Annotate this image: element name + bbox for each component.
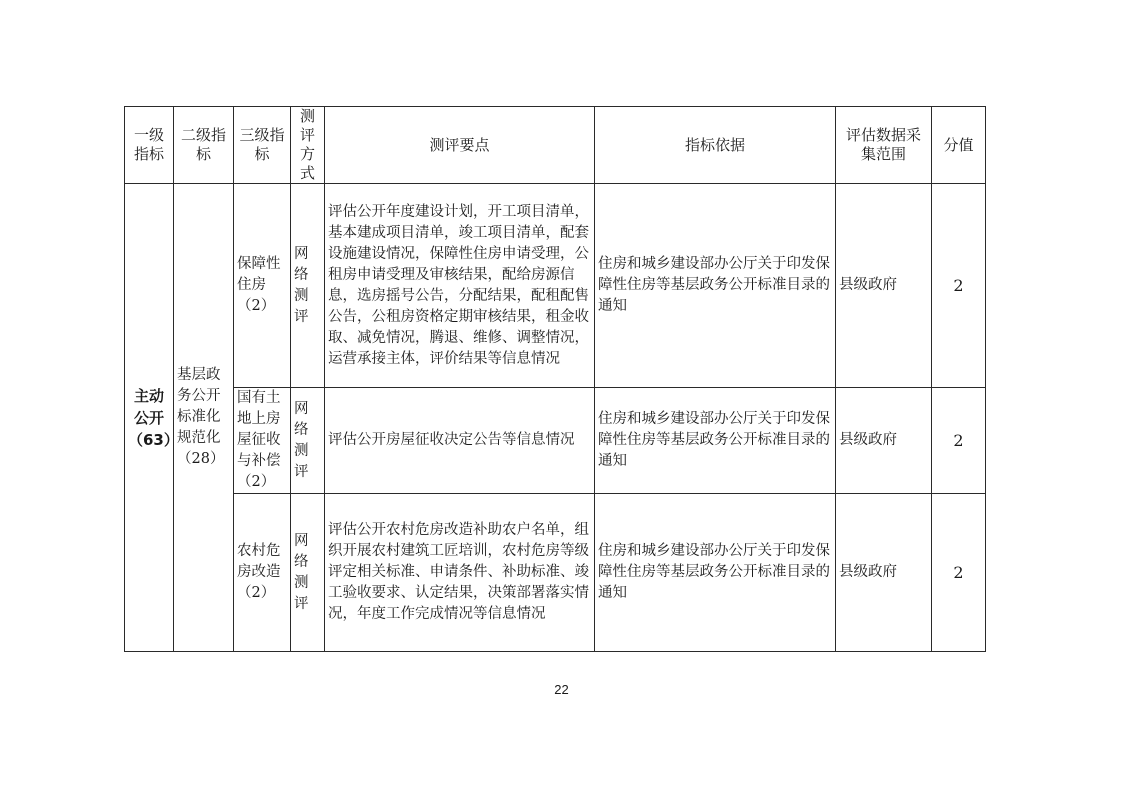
score-cell: 2 xyxy=(932,388,986,494)
header-level2: 二级指标 xyxy=(174,107,234,184)
score-cell: 2 xyxy=(932,494,986,652)
page-number: 22 xyxy=(554,682,569,697)
points-cell: 评估公开年度建设计划，开工项目清单，基本建成项目清单，竣工项目清单，配套设施建设情况，保障性住房申请受理，公租房申请受理及审核结果，配给房源信息，选房摇号公告，分配结果，配租配售公告，公租房资格定期审核结果，租金收取、减免情况，腾退、维修、调整情况，运营承接主体，评价结果等信息情况 xyxy=(325,184,595,388)
points-cell: 评估公开房屋征收决定公告等信息情况 xyxy=(325,388,595,494)
scope-cell: 县级政府 xyxy=(836,388,932,494)
level3-cell: 农村危房改造（2） xyxy=(234,494,291,652)
header-method: 测评方式 xyxy=(291,107,325,184)
basis-cell: 住房和城乡建设部办公厅关于印发保障性住房等基层政务公开标准目录的通知 xyxy=(595,494,836,652)
basis-cell: 住房和城乡建设部办公厅关于印发保障性住房等基层政务公开标准目录的通知 xyxy=(595,184,836,388)
table-row xyxy=(125,184,986,388)
level3-cell: 保障性住房（2） xyxy=(234,184,291,388)
scope-cell: 县级政府 xyxy=(836,184,932,388)
table-row xyxy=(125,494,986,652)
table-header-row xyxy=(125,107,986,184)
indicator-table xyxy=(124,106,986,652)
header-level3: 三级指标 xyxy=(234,107,291,184)
header-score: 分值 xyxy=(932,107,986,184)
points-cell: 评估公开农村危房改造补助农户名单，组织开展农村建筑工匠培训，农村危房等级评定相关标准、申请条件、补助标准、竣工验收要求、认定结果，决策部署落实情况，年度工作完成情况等信息情况 xyxy=(325,494,595,652)
method-cell: 网络测评 xyxy=(291,388,325,494)
scope-cell: 县级政府 xyxy=(836,494,932,652)
basis-cell: 住房和城乡建设部办公厅关于印发保障性住房等基层政务公开标准目录的通知 xyxy=(595,388,836,494)
level1-cell: 主动公开（63） xyxy=(125,184,174,652)
method-cell: 网络测评 xyxy=(291,494,325,652)
header-level1: 一级指标 xyxy=(125,107,174,184)
level3-cell: 国有土地上房屋征收与补偿（2） xyxy=(234,388,291,494)
method-cell: 网络测评 xyxy=(291,184,325,388)
header-basis: 指标依据 xyxy=(595,107,836,184)
score-cell: 2 xyxy=(932,184,986,388)
header-points: 测评要点 xyxy=(325,107,595,184)
level2-cell: 基层政务公开标准化规范化（28） xyxy=(174,184,234,652)
header-scope: 评估数据采集范围 xyxy=(836,107,932,184)
table-row xyxy=(125,388,986,494)
